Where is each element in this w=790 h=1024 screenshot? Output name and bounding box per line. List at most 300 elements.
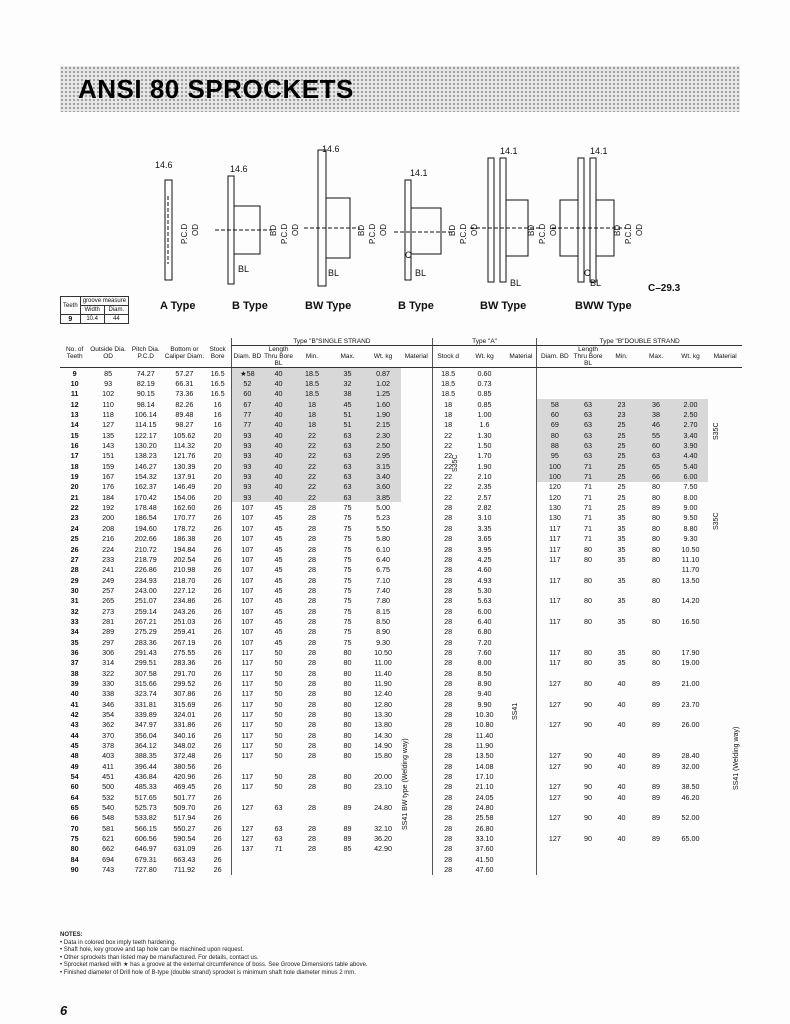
table-cell: 26 (213, 637, 222, 647)
table-cell: 3.85 (365, 492, 401, 502)
table-cell: 117 (231, 647, 262, 657)
table-cell: 135 (102, 430, 115, 440)
table-row (60, 575, 742, 585)
table-cell: 45 (274, 616, 283, 626)
table-cell: 28 (307, 523, 316, 533)
table-cell: 35 (617, 658, 626, 668)
table-cell: 137 (231, 844, 262, 854)
table-cell: 17.10 (475, 772, 494, 782)
table-cell: 11 (70, 389, 79, 399)
table-cell: 40 (70, 689, 79, 699)
table-cell: 6.40 (477, 616, 492, 626)
table-cell (604, 668, 640, 678)
table-cell: 227.12 (173, 585, 196, 595)
table-cell: 16.5 (210, 368, 225, 378)
table-cell: 3.40 (673, 430, 709, 440)
table-cell: 26 (213, 761, 222, 771)
table-cell: 89 (652, 792, 660, 802)
table-cell: 275.29 (134, 627, 157, 637)
table-cell: 127 (102, 420, 115, 430)
table-cell: 37.60 (475, 844, 494, 854)
table-cell: 80 (343, 782, 352, 792)
table-cell: 356.04 (134, 730, 157, 740)
table-cell (505, 409, 536, 419)
pcd-label: P.C.D (180, 223, 189, 244)
table-cell: 71 (572, 461, 603, 471)
table-cell: 80 (343, 699, 352, 709)
table-cell: 28 (307, 647, 316, 657)
table-cell (604, 689, 640, 699)
table-cell: 25 (617, 482, 626, 492)
table-cell: 80 (652, 658, 660, 668)
table-cell: 117 (231, 720, 262, 730)
table-cell: 52.00 (681, 813, 700, 823)
bd-label: BD (527, 224, 536, 236)
table-cell: 25 (70, 534, 79, 544)
table-cell (708, 502, 742, 512)
table-cell (673, 689, 709, 699)
c-dimension: C–29.3 (648, 283, 681, 294)
note-item: • Finished diameter of Drill hole of B-type (double strand) sprocket is minimum shaft hole diameter minus 2 mm. (60, 969, 356, 976)
table-cell: 22 (294, 482, 330, 492)
table-cell: 22 (294, 492, 330, 502)
table-cell: 63 (330, 440, 366, 450)
table-cell: 80 (343, 658, 352, 668)
table-cell: 90 (584, 813, 593, 823)
table-cell: 16.5 (210, 389, 225, 399)
table-cell: 22 (294, 430, 330, 440)
table-cell: 13.30 (374, 710, 393, 720)
dim-label: 14.6 (322, 144, 340, 154)
table-cell: 420.96 (173, 772, 196, 782)
table-cell: 117 (537, 596, 573, 606)
table-cell: 75 (343, 523, 352, 533)
notes-title: NOTES: (60, 932, 83, 938)
table-cell: 117 (537, 658, 573, 668)
table-cell: 52 (231, 378, 262, 388)
table-row (60, 409, 742, 419)
table-cell: 581 (102, 823, 115, 833)
table-cell: 18 (432, 420, 463, 430)
table-cell: 117 (231, 730, 262, 740)
table-cell (505, 647, 536, 657)
table-cell: 22 (432, 430, 463, 440)
table-cell: 6.75 (376, 565, 391, 575)
table-cell: 3.35 (477, 523, 492, 533)
table-row (60, 606, 742, 616)
table-cell: 28 (432, 865, 463, 875)
table-cell (401, 833, 432, 843)
table-cell: 226.86 (134, 565, 157, 575)
table-cell (401, 461, 432, 471)
table-cell: 1.02 (365, 378, 401, 388)
table-cell: 80 (343, 772, 352, 782)
table-cell: 3.10 (477, 513, 492, 523)
table-cell: 75 (343, 637, 352, 647)
table-cell (639, 854, 672, 864)
table-cell: 31 (70, 596, 79, 606)
table-cell: 194.84 (173, 544, 196, 554)
dim-label: 14.1 (500, 146, 518, 156)
table-cell (294, 865, 330, 875)
table-cell: 711.92 (173, 865, 196, 875)
table-cell (401, 844, 432, 854)
table-cell (505, 844, 536, 854)
table-row (60, 378, 742, 388)
table-cell (401, 575, 432, 585)
table-cell: 63 (330, 461, 366, 471)
table-cell (401, 865, 432, 875)
table-cell: 550.27 (173, 823, 196, 833)
table-cell: 396.44 (134, 761, 157, 771)
table-cell (708, 627, 742, 637)
table-row (60, 771, 742, 781)
table-cell: 307.86 (173, 689, 196, 699)
table-cell: 28 (432, 751, 463, 761)
table-cell: 22 (432, 451, 463, 461)
table-cell (572, 771, 603, 781)
table-cell: 69 (537, 420, 573, 430)
table-cell: 24.05 (475, 792, 494, 802)
table-row (60, 647, 742, 657)
table-cell: 275.55 (173, 647, 196, 657)
table-cell: 130.20 (134, 441, 157, 451)
table-cell: 15.80 (374, 751, 393, 761)
table-cell: 28 (307, 772, 316, 782)
table-row (60, 730, 742, 740)
table-cell (505, 678, 536, 688)
table-cell: 93 (231, 440, 262, 450)
od-label: OD (191, 224, 200, 236)
table-cell: 23.70 (681, 699, 700, 709)
table-cell (505, 802, 536, 812)
table-cell: 40 (263, 451, 294, 461)
table-cell: 63 (572, 451, 603, 461)
table-cell: 28 (432, 782, 463, 792)
table-cell: 28 (70, 565, 79, 575)
table-cell (639, 771, 672, 781)
table-cell: 12.40 (374, 689, 393, 699)
table-cell: 28 (432, 678, 463, 688)
table-cell: 162.37 (134, 482, 157, 492)
table-cell: 218.79 (134, 554, 157, 564)
table-cell: 24.80 (374, 803, 393, 813)
table-row (60, 720, 742, 730)
table-cell (708, 637, 742, 647)
table-cell (537, 730, 573, 740)
table-cell: 50 (274, 658, 283, 668)
table-cell: 89 (652, 503, 660, 513)
table-cell: 451 (102, 772, 115, 782)
table-cell: 70 (70, 823, 79, 833)
table-cell: 45 (274, 513, 283, 523)
table-cell: 89 (652, 761, 660, 771)
table-cell: 26 (213, 585, 222, 595)
table-cell: 323.74 (134, 689, 157, 699)
table-cell: 2.15 (365, 420, 401, 430)
table-cell (401, 523, 432, 533)
table-cell: 28 (307, 616, 316, 626)
table-cell (708, 802, 742, 812)
table-cell: 110 (102, 399, 114, 409)
table-cell: 45 (274, 585, 283, 595)
table-cell: 89 (652, 782, 660, 792)
table-cell: 42.90 (374, 844, 393, 854)
table-cell (505, 585, 536, 595)
table-cell (263, 813, 294, 823)
table-cell: 36 (70, 647, 79, 657)
table-cell: 89 (652, 751, 660, 761)
table-cell (505, 668, 536, 678)
th-type-a: Type "A" (432, 338, 537, 346)
table-cell: 18.5 (432, 378, 463, 388)
table-body (60, 368, 742, 875)
table-cell (673, 823, 709, 833)
th-single-strand: Type "B"SINGLE STRAND (231, 338, 432, 346)
table-cell: 40 (263, 471, 294, 481)
table-cell: 346 (102, 699, 115, 709)
table-cell: 32 (330, 378, 366, 388)
od-label: OD (291, 224, 300, 236)
table-cell (401, 854, 432, 864)
table-cell: 26 (213, 844, 222, 854)
table-cell: 63 (572, 399, 603, 409)
table-cell: 80 (652, 616, 660, 626)
table-cell: 631.09 (173, 844, 196, 854)
sprocket-table (60, 338, 742, 875)
table-cell: 9 (72, 368, 77, 378)
table-cell: 663.43 (173, 854, 196, 864)
table-cell: 48 (70, 751, 79, 761)
table-cell: 40 (617, 699, 626, 709)
table-cell (708, 409, 742, 419)
table-cell (505, 689, 536, 699)
table-cell: 590.54 (173, 834, 196, 844)
table-cell: 18.5 (432, 389, 463, 399)
table-cell: 63 (572, 440, 603, 450)
table-cell: 3.15 (365, 461, 401, 471)
table-cell: 167 (102, 472, 115, 482)
table-cell (537, 802, 573, 812)
table-cell: 28 (432, 616, 463, 626)
table-cell: 354 (102, 710, 115, 720)
table-cell: 28 (432, 699, 463, 709)
table-cell (572, 689, 603, 699)
table-cell (505, 854, 536, 864)
table-cell: ★58 (231, 368, 262, 379)
table-cell: 25.58 (475, 813, 494, 823)
th-hub-length-d: Length Thru Bore BL (573, 346, 603, 367)
table-cell (401, 678, 432, 688)
table-cell: 314 (102, 658, 115, 668)
table-cell: 25 (617, 492, 626, 502)
table-cell (505, 637, 536, 647)
table-cell: 21.00 (681, 678, 700, 688)
bd-label: BD (269, 224, 278, 236)
table-cell: 120 (537, 492, 573, 502)
table-cell (572, 627, 603, 637)
table-cell: 3.60 (365, 482, 401, 492)
table-cell: 22 (432, 461, 463, 471)
pcd-label: P.C.D (280, 223, 289, 244)
table-cell: 74.27 (136, 368, 155, 378)
table-cell: 28 (307, 503, 316, 513)
table-row (60, 430, 742, 440)
table-cell (505, 658, 536, 668)
table-cell: 93 (231, 430, 262, 440)
table-cell: 117 (537, 534, 573, 544)
th-hub-diam: Diam. BD (231, 346, 262, 368)
table-cell (401, 606, 432, 616)
table-cell: 8.00 (477, 658, 492, 668)
table-cell: 26 (213, 596, 222, 606)
table-cell: 186.54 (134, 513, 157, 523)
th-bore-min-d: Min. (604, 346, 640, 368)
table-cell: 65 (639, 461, 672, 471)
table-cell: 85 (104, 368, 113, 378)
table-cell (604, 606, 640, 616)
table-cell: 50 (274, 720, 283, 730)
table-cell: 322 (102, 668, 115, 678)
table-row (60, 565, 742, 575)
table-cell (572, 740, 603, 750)
table-cell: 16 (213, 410, 222, 420)
table-cell: 306 (102, 647, 115, 657)
table-cell: 28 (432, 689, 463, 699)
table-cell: 331.81 (134, 699, 157, 709)
table-cell: 40 (263, 399, 294, 409)
table-cell: 35 (617, 616, 626, 626)
table-cell: 540 (102, 803, 115, 813)
table-cell: 107 (231, 554, 262, 564)
table-cell (708, 565, 742, 575)
table-cell (604, 730, 640, 740)
table-cell: 15 (70, 430, 79, 440)
table-cell: 9.00 (683, 503, 698, 513)
table-cell: 50 (274, 772, 283, 782)
table-cell: 281 (102, 616, 115, 626)
table-cell: 26 (213, 772, 222, 782)
table-cell (365, 854, 401, 864)
table-cell (401, 627, 432, 637)
table-cell: 29 (70, 575, 79, 585)
table-cell (639, 668, 672, 678)
table-cell: 5.63 (477, 596, 492, 606)
table-cell: 26 (213, 544, 222, 554)
table-cell: 22 (294, 451, 330, 461)
table-cell: 71 (572, 471, 603, 481)
table-cell: 118 (102, 410, 114, 420)
table-cell (505, 492, 536, 502)
table-cell (708, 596, 742, 606)
table-cell (537, 865, 573, 875)
table-cell (537, 389, 573, 399)
table-cell: 283.36 (134, 637, 157, 647)
groove-measure-label: groove measure (80, 297, 128, 306)
table-row (60, 751, 742, 761)
table-cell: 224 (102, 544, 115, 554)
table-cell (708, 368, 742, 379)
table-cell: 20.00 (374, 772, 393, 782)
table-cell: 26 (213, 668, 222, 678)
table-cell: 107 (231, 523, 262, 533)
table-cell: 17 (70, 451, 79, 461)
table-row (60, 813, 742, 823)
table-cell: 28 (432, 761, 463, 771)
table-cell: 5.40 (673, 461, 709, 471)
table-cell: 40 (263, 440, 294, 450)
table-cell (294, 761, 330, 771)
table-cell: 28 (307, 751, 316, 761)
table-cell: 200 (102, 513, 115, 523)
table-cell (401, 502, 432, 512)
table-cell (505, 471, 536, 481)
table-cell (708, 854, 742, 864)
table-cell (639, 389, 672, 399)
table-cell (505, 565, 536, 575)
table-cell: 26 (213, 503, 222, 513)
table-cell: 71 (274, 844, 283, 854)
table-cell (639, 823, 672, 833)
table-cell: 28 (432, 585, 463, 595)
table-cell: 40 (617, 813, 626, 823)
table-cell: 26 (213, 813, 222, 823)
table-cell: 1.00 (477, 410, 492, 420)
table-cell: 35 (617, 544, 626, 554)
dim-label: 14.6 (230, 164, 248, 174)
table-cell (572, 378, 603, 388)
table-cell: 100 (537, 471, 573, 481)
table-cell: 20 (213, 430, 222, 440)
table-cell (401, 720, 432, 730)
material-s35c-double-bottom: S35C (713, 512, 720, 530)
table-cell: 66 (639, 471, 672, 481)
table-cell: 2.35 (477, 482, 492, 492)
table-cell: 45 (274, 534, 283, 544)
table-cell: 122.17 (134, 430, 157, 440)
table-cell: 28 (432, 534, 463, 544)
table-cell: 6.00 (673, 471, 709, 481)
table-cell: 117 (231, 689, 262, 699)
th-hub-length: Length Thru Bore BL (264, 346, 293, 367)
th-material-d: Material (708, 346, 742, 368)
table-row (60, 854, 742, 864)
table-cell: 548 (102, 813, 115, 823)
table-cell: 7.20 (477, 637, 492, 647)
table-cell (505, 389, 536, 399)
table-cell: 8.80 (683, 523, 698, 533)
table-cell: 6.40 (376, 554, 391, 564)
page-number: 6 (60, 1003, 68, 1018)
table-cell: 1.60 (365, 399, 401, 409)
table-cell (673, 730, 709, 740)
table-cell: 26 (213, 565, 222, 575)
table-cell: 28 (307, 554, 316, 564)
table-cell (505, 709, 536, 719)
table-cell: 45 (274, 565, 283, 575)
table-cell: 22 (70, 503, 79, 513)
table-cell (505, 833, 536, 843)
table-cell (505, 554, 536, 564)
c-label: C (405, 250, 412, 260)
pcd-label: P.C.D (368, 223, 377, 244)
table-cell: 93 (104, 379, 113, 389)
table-cell (572, 368, 603, 379)
table-cell (639, 844, 672, 854)
table-cell (401, 637, 432, 647)
table-cell: 66 (70, 813, 79, 823)
table-cell: 403 (102, 751, 115, 761)
